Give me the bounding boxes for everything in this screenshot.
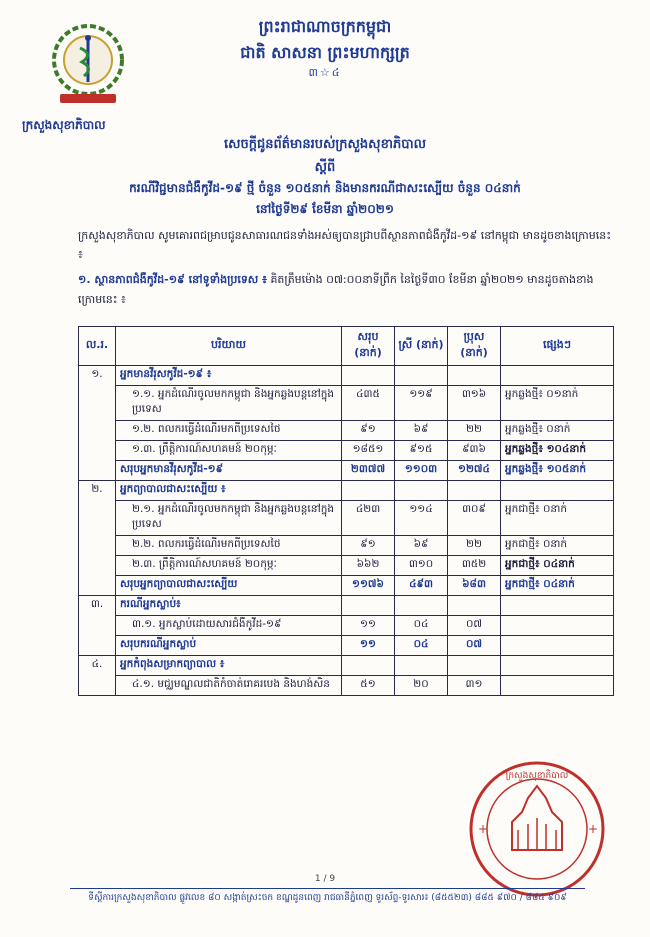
row-other	[501, 616, 614, 636]
group-3-no: ៣.	[79, 596, 116, 656]
group-2-title: អ្នកព្យាបាលជាសះស្បើយ ៖	[116, 481, 342, 501]
row-male: ៣៥២	[448, 556, 501, 576]
doc-title-line1: សេចក្ដីជូនព័ត៌មានរបស់ក្រសួងសុខាភិបាល	[224, 137, 426, 152]
row-male: ០៧	[448, 616, 501, 636]
row-female: ៦៩	[395, 536, 448, 556]
row-desc: ២.១. អ្នកដំណើរចូលមកកម្ពុជា និងអ្នកឆ្លងបន្តនៅក្នុងប្រទេស	[116, 501, 342, 536]
sum-total: ១១៧៦	[342, 576, 395, 596]
row-female: ៩១៥	[395, 441, 448, 461]
group-4-no: ៤.	[79, 656, 116, 696]
sum-male: ៦៨៣	[448, 576, 501, 596]
row-other: អ្នកជាថ្មី៖ ០នាក់	[501, 536, 614, 556]
row-desc: ១.២. ពលករធ្វើដំណើរមកពីប្រទេសថៃ	[116, 421, 342, 441]
sum-other	[501, 636, 614, 656]
col-other-header: ផ្សេងៗ	[501, 327, 614, 366]
row-desc: ៤.១. មជ្ឈមណ្ឌលជាតិកំចាត់រោគរបេង និងហង់សិន	[116, 676, 342, 696]
table-row	[79, 556, 614, 576]
table-row	[79, 596, 614, 616]
group-4-title: អ្នកកំពុងសម្រាកព្យាបាល ៖	[116, 656, 342, 676]
ministry-logo-icon	[28, 14, 148, 114]
row-female: ៣១០	[395, 556, 448, 576]
row-desc: ២.៣. ព្រឹត្តិការណ៍សហគមន៍ ២០កុម្ភៈ	[116, 556, 342, 576]
row-total: ៥១	[342, 676, 395, 696]
row-total: ៩១	[342, 421, 395, 441]
row-total: ១១	[342, 616, 395, 636]
row-female: ៦៩	[395, 421, 448, 441]
row-female: ១១៤	[395, 501, 448, 536]
sum-other: អ្នកជាថ្មី៖ ០៤នាក់	[501, 576, 614, 596]
sum-female: ១១០៣	[395, 461, 448, 481]
col-no-header: ល.រ.	[79, 327, 116, 366]
row-total: ១៨៥១	[342, 441, 395, 461]
page-number: 1 / 9	[314, 874, 336, 884]
table-sum-row	[79, 636, 614, 656]
col-total-header: សរុប (នាក់)	[342, 327, 395, 366]
group-1-title: អ្នកមានវីរុសកូវីដ-១៩ ៖	[116, 366, 342, 386]
sum-desc: សរុបអ្នកមានវីរុសកូវីដ-១៩	[116, 461, 342, 481]
stamp-text: ក្រសួងសុខាភិបាល	[505, 771, 569, 781]
table-sum-row	[79, 461, 614, 481]
table-row	[79, 481, 614, 501]
svg-text:+: +	[588, 822, 599, 836]
row-desc: ១.១. អ្នកដំណើរចូលមកកម្ពុជា និងអ្នកឆ្លងបន្តនៅក្នុងប្រទេស	[116, 386, 342, 421]
covid-stats-table	[78, 326, 614, 696]
row-female: ១១៩	[395, 386, 448, 421]
sum-male: ០៧	[448, 636, 501, 656]
row-other: អ្នកឆ្លងថ្មី៖ ០១នាក់	[501, 386, 614, 421]
table-row	[79, 656, 614, 676]
doc-title-line2: ស្ដីពី	[314, 160, 336, 175]
row-total: ៤២៣	[342, 501, 395, 536]
sum-desc: សរុបអ្នកព្យាបាលជាសះស្បើយ	[116, 576, 342, 596]
table-row	[79, 616, 614, 636]
row-other: អ្នកជាថ្មី៖ ០៤នាក់	[501, 556, 614, 576]
section-1-text: គិតត្រឹមម៉ោង ០៧:០០នាទីព្រឹក នៃថ្ងៃទី៣០ ខែមីនា ឆ្នាំ២០២១ មានដូចតាងខាងក្រោមនេះ ៖	[78, 273, 594, 306]
row-male: ៣១	[448, 676, 501, 696]
col-male-header: ប្រុស (នាក់)	[448, 327, 501, 366]
sum-other: អ្នកឆ្លងថ្មី៖ ១០៥នាក់	[501, 461, 614, 481]
table-row	[79, 536, 614, 556]
row-male: ២២	[448, 536, 501, 556]
col-female-header: ស្រី (នាក់)	[395, 327, 448, 366]
sum-total: ១១	[342, 636, 395, 656]
row-male: ២២	[448, 421, 501, 441]
sum-female: ០៤	[395, 636, 448, 656]
table-row	[79, 366, 614, 386]
row-desc: ៣.១. អ្នកស្លាប់ដោយសារជំងឺកូវីដ-១៩	[116, 616, 342, 636]
section-1	[78, 270, 613, 310]
group-2-no: ២.	[79, 481, 116, 596]
table-row	[79, 386, 614, 421]
table-header-row	[79, 327, 614, 366]
row-other: អ្នកជាថ្មី៖ ០នាក់	[501, 501, 614, 536]
group-3-title: ករណីអ្នកស្លាប់៖	[116, 596, 342, 616]
row-male: ៩៣៦	[448, 441, 501, 461]
row-female: ០៤	[395, 616, 448, 636]
row-male: ៣០៩	[448, 501, 501, 536]
doc-title-line4: នៅថ្ងៃទី២៩ ខែមីនា ឆ្នាំ២០២១	[256, 202, 394, 216]
group-1-no: ១.	[79, 366, 116, 481]
table-row	[79, 501, 614, 536]
section-1-heading: ១. ស្ថានភាពជំងឺកូវីដ-១៩ នៅទូទាំងប្រទេស ៖	[78, 273, 267, 286]
doc-title-line3: ករណីវិជ្ជមានជំងឺកូវីដ-១៩ ថ្មី ចំនួន ១០៥នាក់ និងមានករណីជាសះស្បើយ ចំនួន ០៤នាក់	[129, 181, 521, 195]
table-sum-row	[79, 576, 614, 596]
row-male: ៣១៦	[448, 386, 501, 421]
row-desc: ២.២. ពលករធ្វើដំណើរមកពីប្រទេសថៃ	[116, 536, 342, 556]
sum-male: ១២៧៤	[448, 461, 501, 481]
motto-header: ជាតិ សាសនា ព្រះមហាក្សត្រ	[240, 43, 410, 62]
table-row	[79, 676, 614, 696]
kingdom-header: ព្រះរាជាណាចក្រកម្ពុជា	[258, 17, 392, 36]
col-desc-header: បរិយាយ	[116, 327, 342, 366]
svg-text:+: +	[478, 822, 489, 836]
row-other: អ្នកឆ្លងថ្មី៖ ១០៤នាក់	[501, 441, 614, 461]
row-desc: ១.៣. ព្រឹត្តិការណ៍សហគមន៍ ២០កុម្ភៈ	[116, 441, 342, 461]
intro-paragraph: ក្រសួងសុខាភិបាល សូមគោរពជម្រាបជូនសាធារណជនទាំងអស់ឲ្យបានជ្រាបពីស្ថានភាពជំងឺកូវីដ-១៩ នៅកម្ពុជា មានដូចខាងក្រោមនេះ ៖	[78, 229, 612, 261]
footer-address: ទីស្ដីការក្រសួងសុខាភិបាល ផ្លូវលេខ ៨០ សង្កាត់ស្រះចក ខណ្ឌដូនពេញ រាជធានីភ្នំពេញ ទូរស័ព្ទ-ទូរសារ៖ (៨៥៥២៣) ៨៨៥ ៩៧០ / ៨៨៤ ៩០៩	[70, 888, 585, 905]
sum-total: ២៣៧៧	[342, 461, 395, 481]
ministry-name: ក្រសួងសុខាភិបាល	[22, 118, 106, 132]
sum-female: ៤៩៣	[395, 576, 448, 596]
official-stamp-icon	[466, 758, 608, 900]
row-total: ៩១	[342, 536, 395, 556]
table-row	[79, 421, 614, 441]
sum-desc: សរុបករណីអ្នកស្លាប់	[116, 636, 342, 656]
row-other: អ្នកឆ្លងថ្មី៖ ០នាក់	[501, 421, 614, 441]
header-ornament: ៣☆៤	[308, 66, 342, 79]
row-total: ៤៣៥	[342, 386, 395, 421]
row-other	[501, 676, 614, 696]
row-female: ២០	[395, 676, 448, 696]
table-row	[79, 441, 614, 461]
row-total: ៦៦២	[342, 556, 395, 576]
